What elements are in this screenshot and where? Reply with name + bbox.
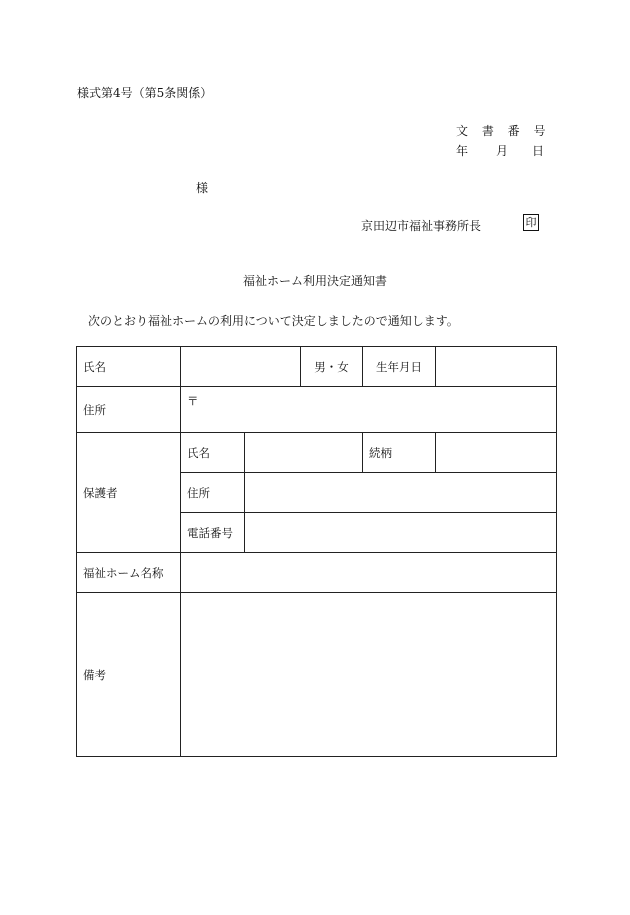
birthdate-label: 生年月日 [363, 347, 436, 387]
table-row-name [77, 347, 557, 387]
table-row-address [77, 387, 557, 433]
home-name-label: 福祉ホーム名称 [77, 553, 181, 593]
home-name-field[interactable] [181, 553, 557, 593]
form-number: 様式第4号（第5条関係） [77, 86, 213, 100]
relationship-label: 続柄 [363, 433, 436, 473]
table-row-home-name [77, 553, 557, 593]
relationship-field[interactable] [436, 433, 557, 473]
date-month: 月 [496, 144, 509, 158]
name-label: 氏名 [77, 347, 181, 387]
guardian-name-field[interactable] [245, 433, 363, 473]
date-year: 年 [456, 144, 469, 158]
address-field[interactable] [181, 387, 557, 433]
table-row-remarks [77, 593, 557, 757]
recipient-suffix: 様 [196, 181, 209, 195]
intro-text: 次のとおり福祉ホームの利用について決定しましたので通知します。 [88, 314, 459, 328]
gender-label: 男・女 [301, 347, 363, 387]
name-field[interactable] [181, 347, 301, 387]
seal-text: 印 [525, 216, 537, 229]
document-number-label: 文 書 番 号 [456, 124, 551, 138]
document-date [456, 142, 544, 159]
seal-mark [523, 214, 539, 231]
table-row-guardian-name [77, 433, 557, 473]
birthdate-field[interactable] [436, 347, 557, 387]
phone-label: 電話番号 [181, 513, 245, 553]
guardian-address-field[interactable] [245, 473, 557, 513]
document-title: 福祉ホーム利用決定通知書 [242, 274, 387, 288]
postal-mark: 〒 [187, 394, 199, 408]
issuer: 京田辺市福祉事務所長 [361, 219, 482, 233]
notification-form-table [76, 346, 557, 757]
remarks-label: 備考 [77, 593, 181, 757]
date-day: 日 [532, 144, 545, 158]
guardian-label: 保護者 [77, 433, 181, 553]
remarks-field[interactable] [181, 593, 557, 757]
guardian-name-label: 氏名 [181, 433, 245, 473]
address-label: 住所 [77, 387, 181, 433]
phone-field[interactable] [245, 513, 557, 553]
guardian-address-label: 住所 [181, 473, 245, 513]
